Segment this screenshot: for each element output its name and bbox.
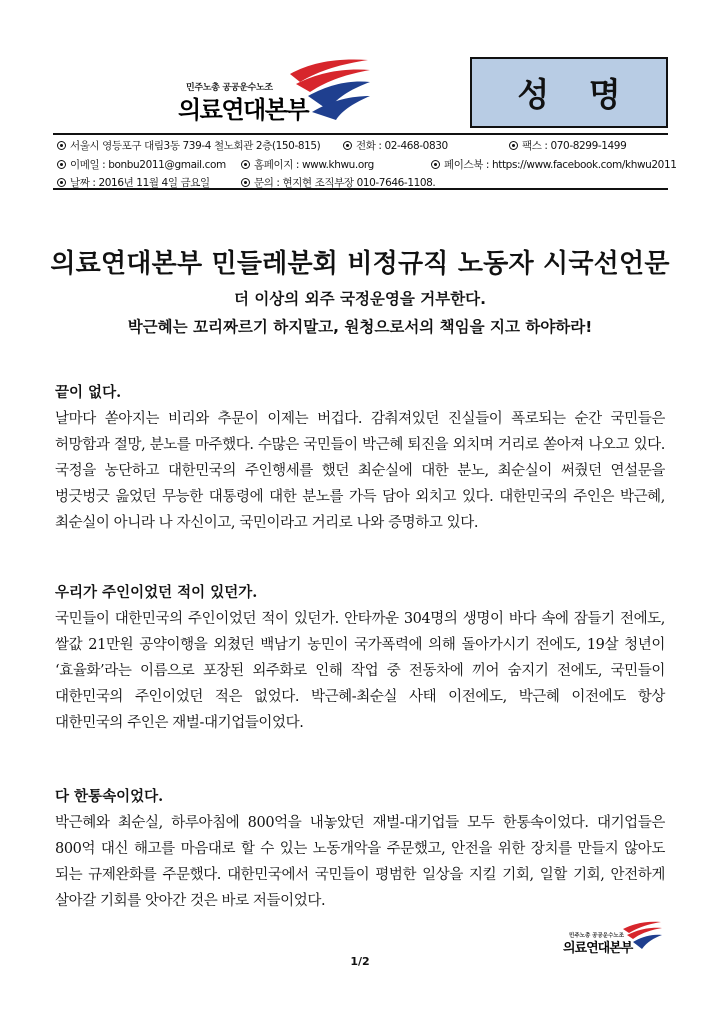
sub-headline-2: 박근혜는 꼬리짜르기 하지말고, 원청으로서의 책임을 지고 하야하라! [127, 318, 593, 336]
main-headline: 의료연대본부 민들레분회 비정규직 노동자 시국선언문 [50, 249, 670, 279]
phone-info [343, 138, 448, 153]
page-number: 1/2 [350, 955, 370, 968]
contact-text: 문의 : 현지현 조직부장 010-7646-1108. [254, 177, 436, 189]
footer-org-subtitle: 민주노총 공공운수노조 [569, 933, 625, 939]
document-type-label: 성 명 [517, 75, 635, 114]
fax-info [509, 138, 626, 153]
homepage-info [241, 157, 374, 172]
footer-org-name: 의료연대본부 [563, 941, 633, 956]
section-all-in-cahoots [55, 784, 665, 914]
bullet-icon [57, 141, 66, 150]
org-name: 의료연대본부 [178, 96, 309, 124]
section-endless [55, 380, 665, 536]
sub-headline-1: 더 이상의 외주 국정운영을 거부한다. [233, 290, 487, 308]
bullet-icon [241, 160, 250, 169]
info-row [53, 175, 668, 192]
bullet-icon [241, 178, 250, 187]
section-paragraph: 국민들이 대한민국의 주인이었던 적이 있던가. 안타까운 304명의 생명이 바다 속에 잠들기 전에도, 쌀값 21만원 공약이행을 외쳤던 백남기 농민이 국가폭력에 의해 돌아가시기 전에도, 19살 청년이 ‘효율화’라는 이름으로 포장된 외주화로 인해 작업 중 전동차에 끼어 숨지기 전에도, 국민들이 대한민국의 주인이었던 적은 없었다. 박근혜-최순실 사태 이전에도, 박근혜 이전에도 항상 대한민국의 주인은 재벌-대기업들이었다. [55, 611, 665, 731]
section-paragraph: 박근혜와 최순실, 하루아침에 800억을 내놓았던 재벌-대기업들 모두 한통속이었다. 대기업들은 800억 대신 해고를 마음대로 할 수 있는 노동개악을 주문했고, 안전을 위한 장치를 만들지 않아도 되는 규제완화를 주문했다. 대한민국에서 국민들이 평범한 일상을 지킬 기회, 일할 기회, 안전하게 살아갈 기회를 앗아간 것은 바로 저들이었다. [55, 815, 665, 909]
document-type-box [470, 57, 668, 128]
footer-logo [563, 919, 663, 957]
address-info [57, 138, 320, 153]
date-info [57, 175, 210, 190]
bullet-icon [343, 141, 352, 150]
facebook-text: 페이스북 : https://www.facebook.com/khwu2011 [444, 159, 677, 171]
facebook-info [431, 157, 677, 172]
phone-text: 전화 : 02-468-0830 [356, 140, 448, 152]
org-logo [172, 54, 372, 124]
section-title: 끝이 없다. [55, 384, 122, 401]
contact-person-info [241, 175, 435, 190]
email-info [57, 157, 226, 172]
homepage-text: 홈페이지 : www.khwu.org [254, 159, 374, 171]
contact-info-table [53, 133, 677, 190]
org-subtitle: 민주노총 공공운수노조 [186, 83, 273, 93]
info-row [53, 157, 677, 174]
bullet-icon [57, 160, 66, 169]
bullet-icon [431, 160, 440, 169]
info-row [53, 138, 668, 155]
bullet-icon [509, 141, 518, 150]
section-were-we-owners [55, 580, 665, 736]
bullet-icon [57, 178, 66, 187]
fax-text: 팩스 : 070-8299-1499 [522, 140, 627, 152]
section-title: 우리가 주인이었던 적이 있던가. [55, 584, 258, 601]
email-text: 이메일 : bonbu2011@gmail.com [70, 159, 226, 171]
section-paragraph: 날마다 쏟아지는 비리와 추문이 이제는 버겁다. 감춰져있던 진실들이 폭로되는 순간 국민들은 허망함과 절망, 분노를 마주했다. 수많은 국민들이 박근혜 퇴진을 외치며 거리로 쏟아져 나오고 있다. 국정을 농단하고 대한민국의 주인행세를 했던 최순실에 대한 분노, 최순실이 써줬던 연설문을 벙긋벙긋 읊었던 무능한 대통령에 대한 분노를 가득 담아 외치고 있다. 대한민국의 주인은 박근혜, 최순실이 아니라 나 자신이고, 국민이라고 거리로 나와 증명하고 있다. [55, 411, 665, 531]
date-text: 날짜 : 2016년 11월 4일 금요일 [70, 177, 210, 189]
address-text: 서울시 영등포구 대림3동 739-4 철노회관 2층(150-815) [70, 140, 321, 152]
section-title: 다 한통속이었다. [55, 788, 164, 805]
